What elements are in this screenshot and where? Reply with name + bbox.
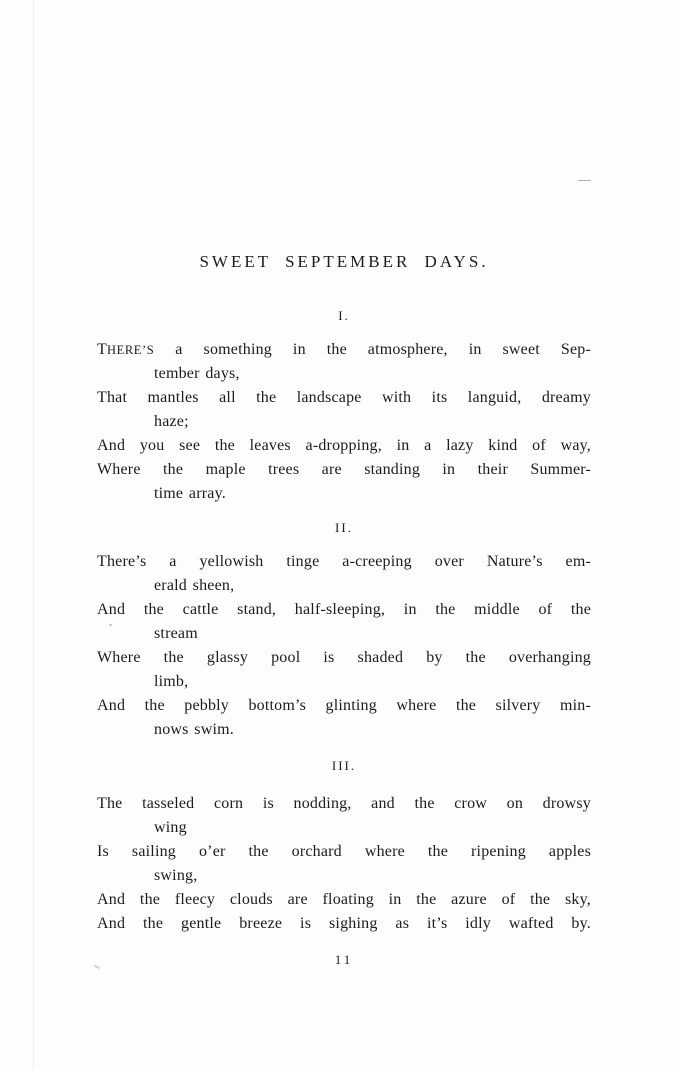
verse-line: limb, bbox=[154, 673, 189, 690]
verse-line: nows swim. bbox=[154, 721, 234, 738]
poem-title: SWEET SEPTEMBER DAYS. bbox=[199, 252, 489, 271]
stanza-numeral: I. bbox=[338, 308, 350, 323]
verse-line: And the pebbly bottom’s glinting where the silvery min- bbox=[97, 697, 591, 714]
verse-line: stream bbox=[154, 625, 198, 642]
verse-line: erald sheen, bbox=[154, 577, 235, 594]
verse-line: There’s a yellowish tinge a-creeping over Nature’s em- bbox=[97, 553, 591, 570]
verse-line: time array. bbox=[154, 485, 226, 502]
verse-line: That mantles all the landscape with its languid, dreamy bbox=[97, 389, 591, 406]
stanza-lines bbox=[97, 338, 591, 506]
stanza-lines bbox=[97, 792, 591, 936]
verse-line: And you see the leaves a-dropping, in a lazy kind of way, bbox=[97, 437, 591, 454]
verse-line: Where the glassy pool is shaded by the overhanging bbox=[97, 649, 591, 666]
poem-body bbox=[97, 308, 591, 936]
verse-line: THERE’S a something in the atmosphere, in sweet Sep- bbox=[97, 341, 591, 358]
stanza-numeral: II. bbox=[335, 520, 353, 535]
text-block bbox=[97, 0, 591, 968]
verse-line: Is sailing o’er the orchard where the ripening apples bbox=[97, 843, 591, 860]
page-number: 11 bbox=[334, 952, 354, 967]
stanza bbox=[97, 308, 591, 506]
stanza bbox=[97, 758, 591, 936]
verse-line: And the gentle breeze is sighing as it’s idly wafted by. bbox=[97, 915, 591, 932]
scan-artifact-left-edge bbox=[33, 0, 34, 1070]
verse-line: tember days, bbox=[154, 365, 240, 382]
stanza-lines bbox=[97, 550, 591, 742]
stanza-numeral: III. bbox=[331, 758, 357, 773]
verse-line: swing, bbox=[154, 867, 198, 884]
verse-line: wing bbox=[154, 819, 187, 836]
verse-line: Where the maple trees are standing in their Summer- bbox=[97, 461, 591, 478]
verse-line: And the cattle stand, half-sleeping, in the middle of the bbox=[97, 601, 591, 618]
stanza bbox=[97, 520, 591, 742]
verse-line: haze; bbox=[154, 413, 189, 430]
verse-line: The tasseled corn is nodding, and the crow on drowsy bbox=[97, 795, 591, 812]
verse-line: And the fleecy clouds are floating in the azure of the sky, bbox=[97, 891, 591, 908]
